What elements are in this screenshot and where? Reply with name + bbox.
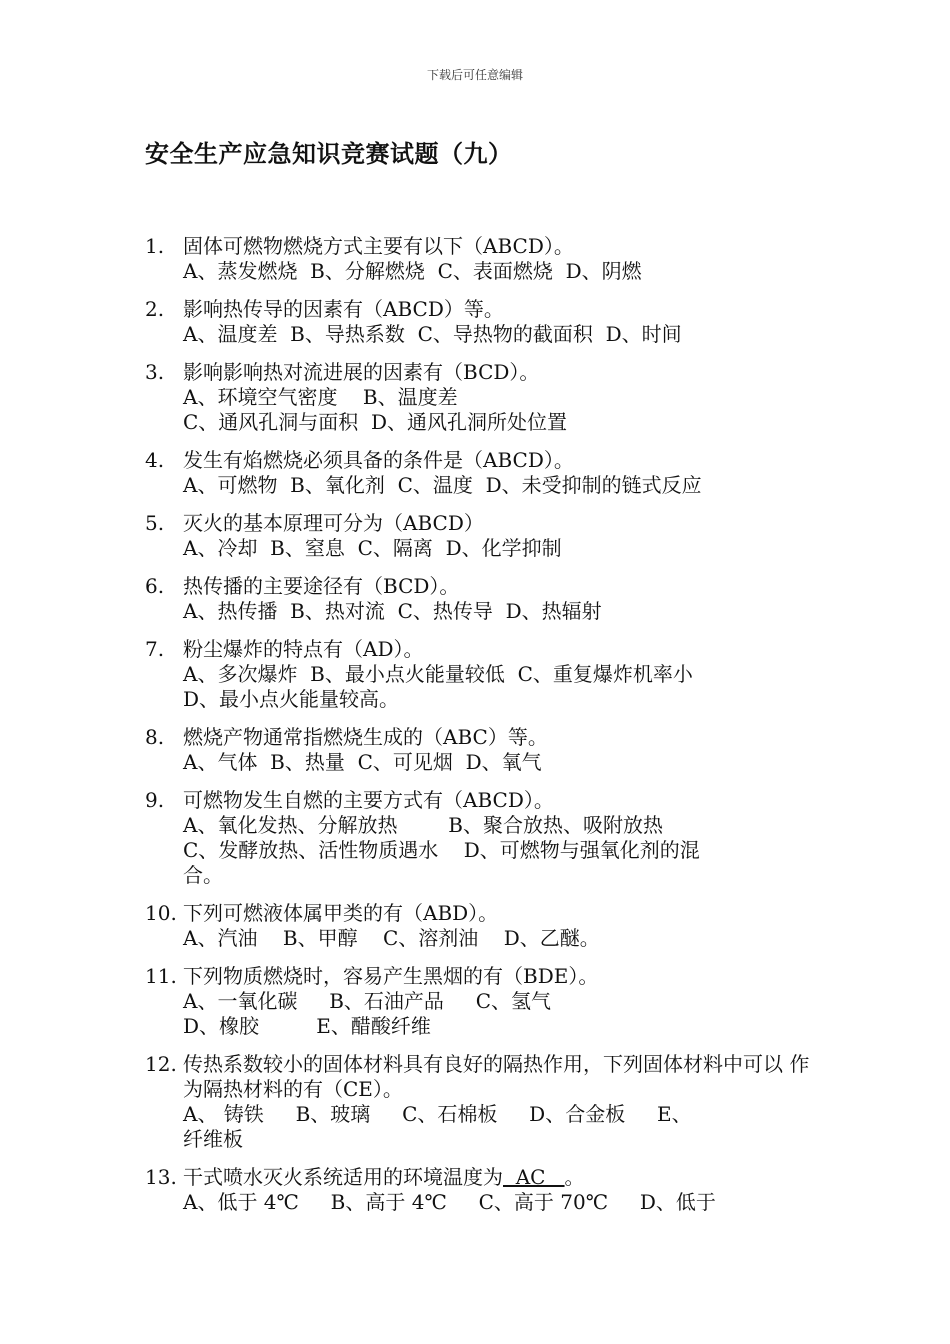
question-number: 3. [145, 360, 165, 384]
option-line: A、 铸铁 B、玻璃 C、石棉板 D、合金板 E、 [183, 1102, 692, 1126]
question-item [145, 725, 815, 775]
question-number: 13. [145, 1165, 177, 1189]
question-number: 2. [145, 297, 165, 321]
question-stem-text: 影响热传导的因素有（ABCD）等。 [183, 297, 504, 321]
question-item [145, 901, 815, 951]
option-line: A、多次爆炸 B、最小点火能量较低 C、重复爆炸机率小 [183, 662, 693, 686]
option-line: D、最小点火能量较高。 [183, 687, 400, 711]
question-stem-text: 可燃物发生自燃的主要方式有（ABCD）。 [183, 788, 554, 812]
question-item [145, 574, 815, 624]
question-number: 1. [145, 234, 165, 258]
question-item [145, 234, 815, 284]
question-stem-text: 传热系数较小的固体材料具有良好的隔热作用，下列固体材料中可以 作为隔热材料的有（CE）。 [183, 1052, 810, 1101]
question-stem [145, 297, 815, 322]
option-line: A、低于 4℃ B、高于 4℃ C、高于 70℃ D、低于 [183, 1190, 716, 1214]
option-line: A、一氧化碳 B、石油产品 C、氢气 [183, 989, 552, 1013]
option-line: A、冷却 B、窒息 C、隔离 D、化学抑制 [183, 536, 562, 560]
question-stem [145, 788, 815, 813]
answer-blank: AC [503, 1165, 565, 1189]
question-number: 5. [145, 511, 165, 535]
question-item [145, 637, 815, 712]
option-line: A、温度差 B、导热系数 C、导热物的截面积 D、时间 [183, 322, 682, 346]
question-stem-text: 热传播的主要途径有（BCD）。 [183, 574, 460, 598]
option-line: A、环境空气密度 B、温度差 [183, 385, 458, 409]
option-line: 合。 [183, 863, 223, 887]
question-item [145, 511, 815, 561]
option-line: C、通风孔洞与面积 D、通风孔洞所处位置 [183, 410, 568, 434]
question-stem [145, 360, 815, 385]
question-item [145, 788, 815, 888]
question-number: 7. [145, 637, 165, 661]
question-number: 12. [145, 1052, 177, 1076]
question-number: 10. [145, 901, 177, 925]
question-number: 4. [145, 448, 165, 472]
question-stem-text: 发生有焰燃烧必须具备的条件是（ABCD）。 [183, 448, 574, 472]
option-line: A、热传播 B、热对流 C、热传导 D、热辐射 [183, 599, 602, 623]
question-stem-text: 粉尘爆炸的特点有（AD）。 [183, 637, 424, 661]
option-line: 纤维板 [183, 1127, 243, 1151]
question-number: 6. [145, 574, 165, 598]
question-number: 9. [145, 788, 165, 812]
question-stem-text: 固体可燃物燃烧方式主要有以下（ABCD）。 [183, 234, 574, 258]
question-stem [145, 1052, 815, 1102]
option-line: A、气体 B、热量 C、可见烟 D、氧气 [183, 750, 542, 774]
option-line: A、氧化发热、分解放热 B、聚合放热、吸附放热 [183, 813, 663, 837]
document-title: 安全生产应急知识竞赛试题（九） [145, 139, 513, 168]
question-list [145, 234, 815, 1228]
option-line: A、蒸发燃烧 B、分解燃烧 C、表面燃烧 D、阴燃 [183, 259, 642, 283]
question-stem [145, 964, 815, 989]
question-stem-text: 灭火的基本原理可分为（ABCD） [183, 511, 484, 535]
question-stem [145, 1165, 815, 1190]
question-stem-text: 燃烧产物通常指燃烧生成的（ABC）等。 [183, 725, 548, 749]
option-line: C、发酵放热、活性物质遇水 D、可燃物与强氧化剂的混 [183, 838, 700, 862]
question-stem-text: 下列物质燃烧时，容易产生黑烟的有（BDE）。 [183, 964, 599, 988]
option-line: D、橡胶 E、醋酸纤维 [183, 1014, 431, 1038]
option-line: A、汽油 B、甲醇 C、溶剂油 D、乙醚。 [183, 926, 600, 950]
question-number: 11. [145, 964, 177, 988]
question-stem-text: 下列可燃液体属甲类的有（ABD）。 [183, 901, 499, 925]
question-stem [145, 637, 815, 662]
question-stem [145, 448, 815, 473]
question-stem [145, 725, 815, 750]
question-stem-text: 影响影响热对流进展的因素有（BCD）。 [183, 360, 540, 384]
question-stem [145, 574, 815, 599]
question-item [145, 1052, 815, 1152]
question-item [145, 964, 815, 1039]
question-stem-text: 干式喷水灭火系统适用的环境温度为 [183, 1165, 503, 1189]
question-item [145, 360, 815, 435]
page-header: 下载后可任意编辑 [426, 68, 523, 82]
question-stem-end: 。 [564, 1165, 585, 1189]
option-line: A、可燃物 B、氧化剂 C、温度 D、未受抑制的链式反应 [183, 473, 702, 497]
question-item [145, 448, 815, 498]
question-number: 8. [145, 725, 165, 749]
question-item [145, 297, 815, 347]
question-stem [145, 511, 815, 536]
question-stem [145, 234, 815, 259]
question-item [145, 1165, 815, 1215]
question-stem [145, 901, 815, 926]
